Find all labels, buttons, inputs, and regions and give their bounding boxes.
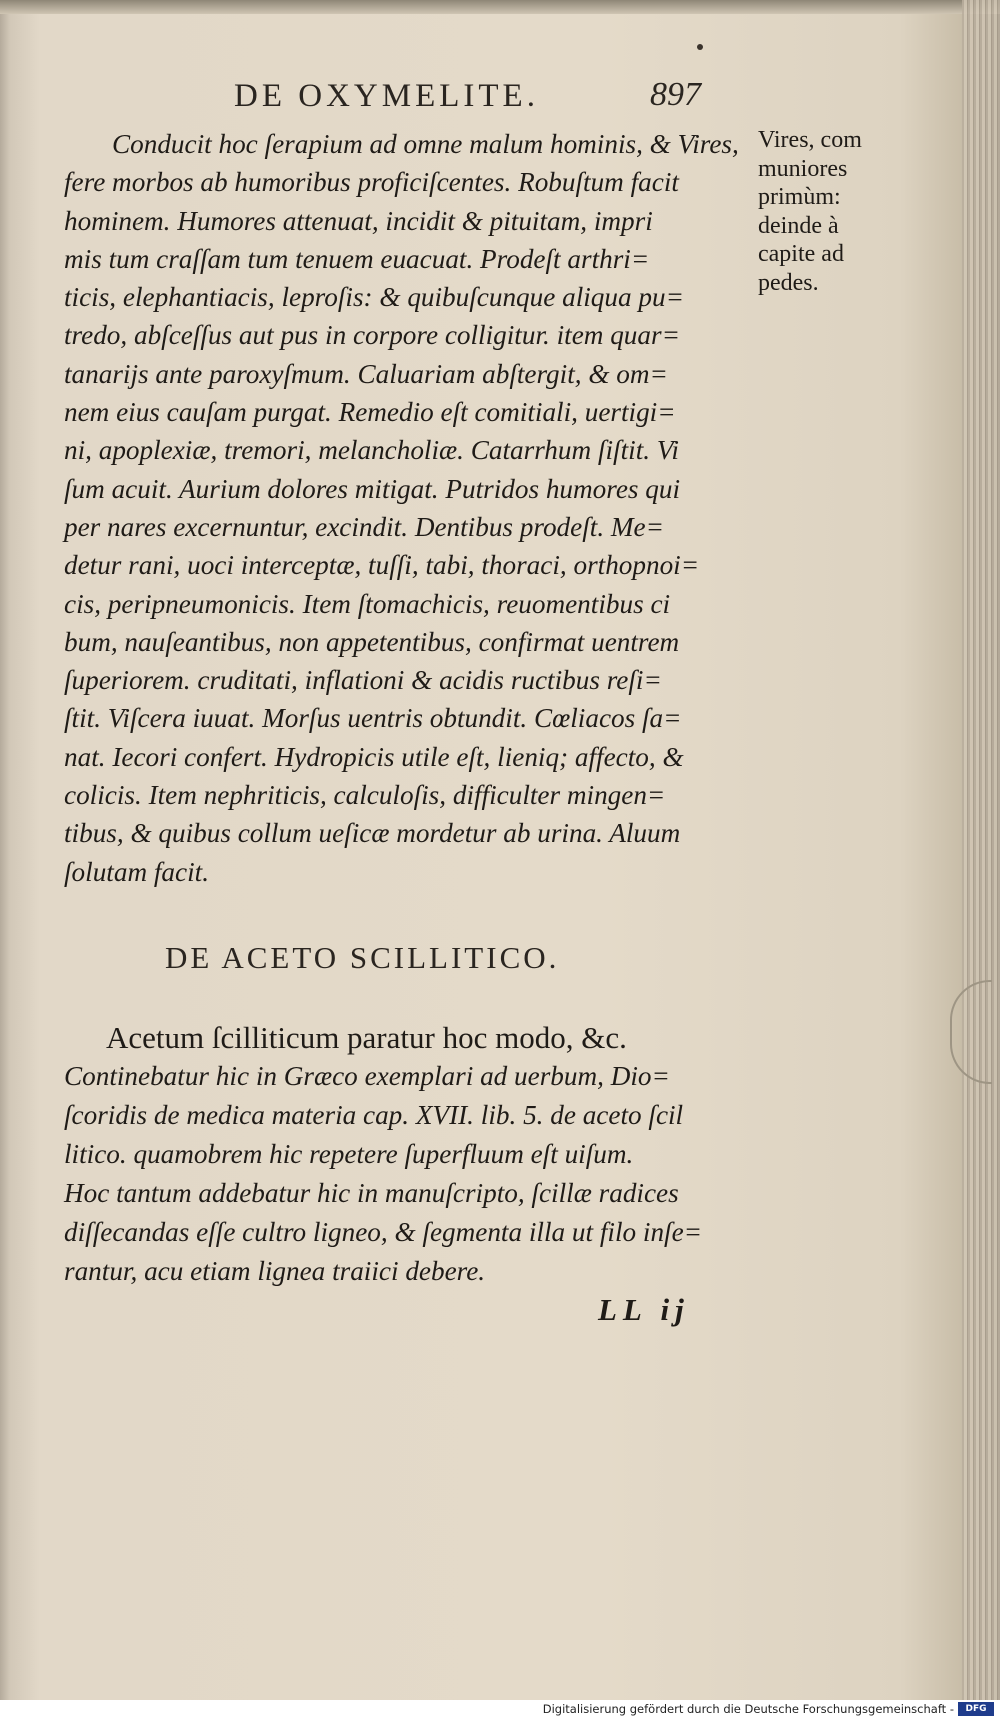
marginal-note-line: pedes. [758,269,819,296]
signature-mark: LL ij [598,1292,690,1327]
text-line: tanarijs ante paroxyſmum. Caluariam abſtergit, & om= [64,358,668,389]
text-line: Continebatur hic in Græco exemplari ad uerbum, Dio= [64,1061,670,1091]
marginal-note [758,126,908,297]
text-line: ſcoridis de medica materia cap. XVII. lib. 5. de aceto ſcil [64,1100,684,1130]
marginal-note-line: muniores [758,155,848,182]
running-head: DE OXYMELITE. [234,78,539,114]
text-line: per nares excernuntur, excindit. Dentibus prodeſt. Me= [64,511,664,542]
text-line: litico. quamobrem hic repetere ſuperfluum eſt uiſum. [64,1139,634,1169]
text-line: hominem. Humores attenuat, incidit & pituitam, impri [64,205,653,236]
text-line: Hoc tantum addebatur hic in manuſcripto, ſcillæ radices [64,1178,679,1208]
text-line: ni, apoplexiæ, tremori, melancholiæ. Catarrhum ſiſtit. Vi [64,435,679,466]
section-title: DE ACETO SCILLITICO. [165,940,560,975]
text-line: nat. Iecori confert. Hydropicis utile eſt, lieniq; affecto, & [64,741,684,772]
text-line: ſolutam facit. [64,856,209,887]
marginal-note-line: Vires, com [758,127,862,153]
section-text-block [64,1018,764,1291]
text-line: rantur, acu etiam lignea traiici debere. [64,1256,486,1286]
text-line: bum, nauſeantibus, non appetentibus, confirmat uentrem [64,626,680,657]
binding-clip [950,980,992,1084]
text-line: ſum acuit. Aurium dolores mitigat. Putridos humores qui [64,473,681,504]
text-line: mis tum craſſam tum tenuem euacuat. Prodeſt arthri= [64,243,650,274]
page-side-edge [962,0,1000,1700]
main-text-block [64,125,754,891]
page-top-edge [0,0,1000,14]
text-line: ticis, elephantiacis, leproſis: & quibuſcunque aliqua pu= [64,282,684,313]
footer-bar [0,1700,1000,1719]
text-line: fere morbos ab humoribus proficiſcentes. Robuſtum facit [64,167,679,198]
funding-credit: Digitalisierung gefördert durch die Deutsche Forschungsgemeinschaft - [542,1702,954,1716]
text-line: ſtit. Viſcera iuuat. Morſus uentris obtundit. Cœliacos ſa= [64,703,682,734]
text-line: ſuperiorem. cruditati, inflationi & acidis ructibus reſi= [64,665,662,696]
text-line: tibus, & quibus collum ueſicæ mordetur ab urina. Aluum [64,818,681,849]
marginal-note-line: deinde à [758,212,839,239]
text-line: cis, peripneumonicis. Item ſtomachicis, reuomentibus ci [64,588,671,619]
text-line: nem eius cauſam purgat. Remedio eſt comitiali, uertigi= [64,397,676,428]
text-line: diſſecandas eſſe cultro ligneo, & ſegmenta illa ut filo inſe= [64,1217,703,1247]
text-line: colicis. Item nephriticis, calculoſis, difficulter mingen= [64,780,666,811]
text-line: Conducit hoc ſerapium ad omne malum hominis, & Vires, [112,129,739,159]
ink-dot [697,44,703,50]
page-number: 897 [650,76,701,113]
dfg-logo: DFG [958,1702,994,1716]
marginal-note-line: primùm: [758,184,841,210]
text-line: tredo, abſceſſus aut pus in corpore colligitur. item quar= [64,320,680,351]
text-line: Acetum ſcilliticum paratur hoc modo, &c. [106,1020,627,1055]
text-line: detur rani, uoci interceptæ, tuſſi, tabi, thoraci, orthopnoi= [64,550,700,581]
marginal-note-line: capite ad [758,241,844,267]
